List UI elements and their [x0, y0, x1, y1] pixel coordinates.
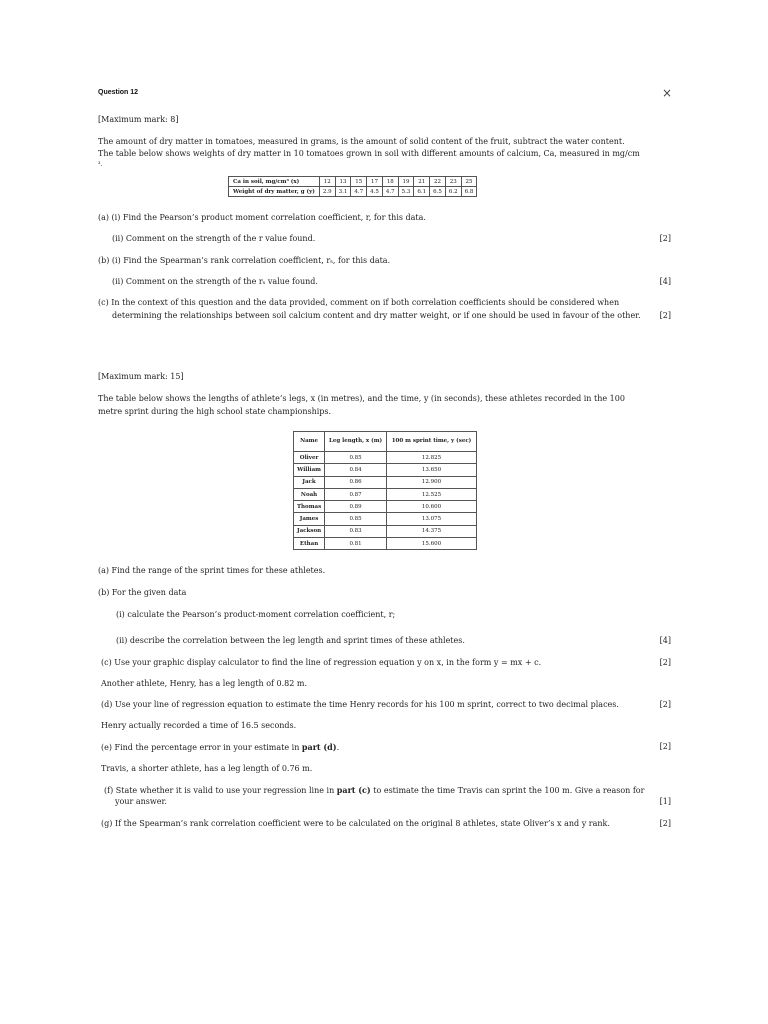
table-cell: 12 [319, 177, 335, 187]
q1-part-a-i: (a) (i) Find the Pearson’s product moment correlation coefficient, r, for this data. [98, 213, 426, 222]
table-cell: William [294, 464, 325, 476]
q1-intro-line2: The table below shows weights of dry matter in 10 tomatoes grown in soil with different amounts of calcium, Ca, measured in mg/cm [98, 149, 640, 158]
column-header: 100 m sprint time, y (sec) [387, 432, 477, 452]
q2-part-e [101, 741, 339, 754]
table-cell: 18 [382, 177, 398, 187]
table-cell: 0.85 [325, 513, 387, 525]
mark-badge: [2] [659, 234, 671, 243]
table-cell: Jack [294, 476, 325, 488]
q2-part-f-line1 [104, 784, 644, 797]
table-cell: 4.7 [351, 187, 367, 197]
mark-badge: [4] [659, 636, 671, 645]
table-cell: Noah [294, 488, 325, 500]
row-label: Ca in soil, mg/cm³ (x) [229, 177, 320, 187]
table-cell: 19 [398, 177, 414, 187]
table-cell: 13 [335, 177, 351, 187]
q2-henry-time: Henry actually recorded a time of 16.5 seconds. [101, 721, 297, 730]
q2-part-e-text: (e) Find the percentage error in your estimate in [101, 743, 302, 752]
mark-badge: [2] [659, 311, 671, 320]
calcium-table [228, 176, 477, 197]
table-cell: 21 [414, 177, 430, 187]
table-cell: 2.9 [319, 187, 335, 197]
column-header: Leg length, x (m) [325, 432, 387, 452]
q2-henry-leg: Another athlete, Henry, has a leg length of 0.82 m. [101, 679, 308, 688]
table-cell: 6.1 [414, 187, 430, 197]
q1-intro-line3: ³. [98, 161, 103, 168]
q2-part-c: (c) Use your graphic display calculator to find the line of regression equation y on x, in the form y = mx + c. [101, 658, 542, 667]
table-cell: Oliver [294, 452, 325, 464]
table-row [229, 187, 477, 197]
table-cell: 3.1 [335, 187, 351, 197]
table-cell: 12.900 [387, 476, 477, 488]
table-cell: 14.375 [387, 525, 477, 537]
table-row [229, 177, 477, 187]
table-cell: 25 [461, 177, 477, 187]
table-cell: 0.81 [325, 538, 387, 550]
table-row [294, 525, 477, 537]
table-cell: 6.5 [430, 187, 446, 197]
q2-part-d: (d) Use your line of regression equation to estimate the time Henry records for his 100 m sprint, correct to two decimal places. [101, 700, 619, 709]
table-cell: 0.89 [325, 501, 387, 513]
table-cell: 13.650 [387, 464, 477, 476]
table-row [294, 452, 477, 464]
q2-part-f-text: (f) State whether it is valid to use your regression line in [104, 786, 337, 795]
table-cell: 15 [351, 177, 367, 187]
table-cell: 12.525 [387, 488, 477, 500]
mark-badge: [2] [659, 700, 671, 709]
table-cell: James [294, 513, 325, 525]
q2-part-f-end: to estimate the time Travis can sprint the 100 m. Give a reason for [370, 786, 645, 795]
q1-intro-line1: The amount of dry matter in tomatoes, measured in grams, is the amount of solid content of the fruit, subtract the water content. [98, 137, 625, 146]
table-cell: 4.5 [367, 187, 383, 197]
table-cell: 5.3 [398, 187, 414, 197]
q2-part-b-i: (i) calculate the Pearson’s product-moment correlation coefficient, r; [116, 610, 396, 619]
table-cell: 17 [367, 177, 383, 187]
q2-part-e-end: . [336, 743, 340, 752]
table-cell: 12.825 [387, 452, 477, 464]
question-title: Question 12 [98, 89, 139, 96]
table-cell: 0.83 [325, 525, 387, 537]
mark-badge: [2] [659, 742, 671, 751]
q2-intro-line2: metre sprint during the high school state championships. [98, 407, 332, 416]
q2-part-b-ii: (ii) describe the correlation between the leg length and sprint times of these athletes. [116, 636, 465, 645]
table-row [294, 488, 477, 500]
q2-part-b: (b) For the given data [98, 588, 187, 597]
q2-part-f-line2: your answer. [115, 797, 167, 806]
mark-badge: [1] [659, 797, 671, 806]
mark-badge: [2] [659, 819, 671, 828]
q1-part-b-ii: (ii) Comment on the strength of the rₛ value found. [112, 277, 318, 286]
table-row [294, 513, 477, 525]
table-cell: 13.075 [387, 513, 477, 525]
q1-part-c-line2: determining the relationships between soil calcium content and dry matter weight, or if one should be used in favour of the other. [112, 311, 641, 320]
table-cell: Thomas [294, 501, 325, 513]
sprint-table [293, 431, 477, 550]
q1-part-a-ii: (ii) Comment on the strength of the r value found. [112, 234, 316, 243]
mark-badge: [2] [659, 658, 671, 667]
part-reference: part (d) [301, 742, 337, 752]
table-row [294, 538, 477, 550]
table-row [294, 464, 477, 476]
q2-part-a: (a) Find the range of the sprint times for these athletes. [98, 566, 326, 575]
mark-badge: [4] [659, 277, 671, 286]
table-cell: Ethan [294, 538, 325, 550]
table-cell: 23 [445, 177, 461, 187]
table-cell: 0.87 [325, 488, 387, 500]
row-label: Weight of dry matter, g (y) [229, 187, 320, 197]
table-cell: 10.600 [387, 501, 477, 513]
column-header: Name [294, 432, 325, 452]
q2-max-mark: [Maximum mark: 15] [98, 372, 184, 381]
table-cell: 0.84 [325, 464, 387, 476]
table-header-row [294, 432, 477, 452]
q2-part-g: (g) If the Spearman’s rank correlation coefficient were to be calculated on the original 8 athletes, state Oliver’s x and y rank. [101, 819, 610, 828]
q1-max-mark: [Maximum mark: 8] [98, 115, 179, 124]
table-cell: 6.8 [461, 187, 477, 197]
table-cell: 22 [430, 177, 446, 187]
part-reference: part (c) [336, 785, 371, 795]
q1-part-b-i: (b) (i) Find the Spearman’s rank correlation coefficient, rₛ, for this data. [98, 256, 391, 265]
table-cell: 6.2 [445, 187, 461, 197]
q2-travis: Travis, a shorter athlete, has a leg length of 0.76 m. [101, 764, 313, 773]
table-row [294, 476, 477, 488]
q1-part-c-line1: (c) In the context of this question and the data provided, comment on if both correlation coefficients should be considered when [98, 298, 620, 307]
table-cell: 4.7 [382, 187, 398, 197]
table-cell: Jackson [294, 525, 325, 537]
table-row [294, 501, 477, 513]
table-cell: 0.85 [325, 452, 387, 464]
q2-intro-line1: The table below shows the lengths of athlete’s legs, x (in metres), and the time, y (in seconds), these athletes recorded in the 100 [98, 394, 625, 403]
table-cell: 15.600 [387, 538, 477, 550]
table-cell: 0.86 [325, 476, 387, 488]
close-icon[interactable]: × [661, 86, 673, 100]
